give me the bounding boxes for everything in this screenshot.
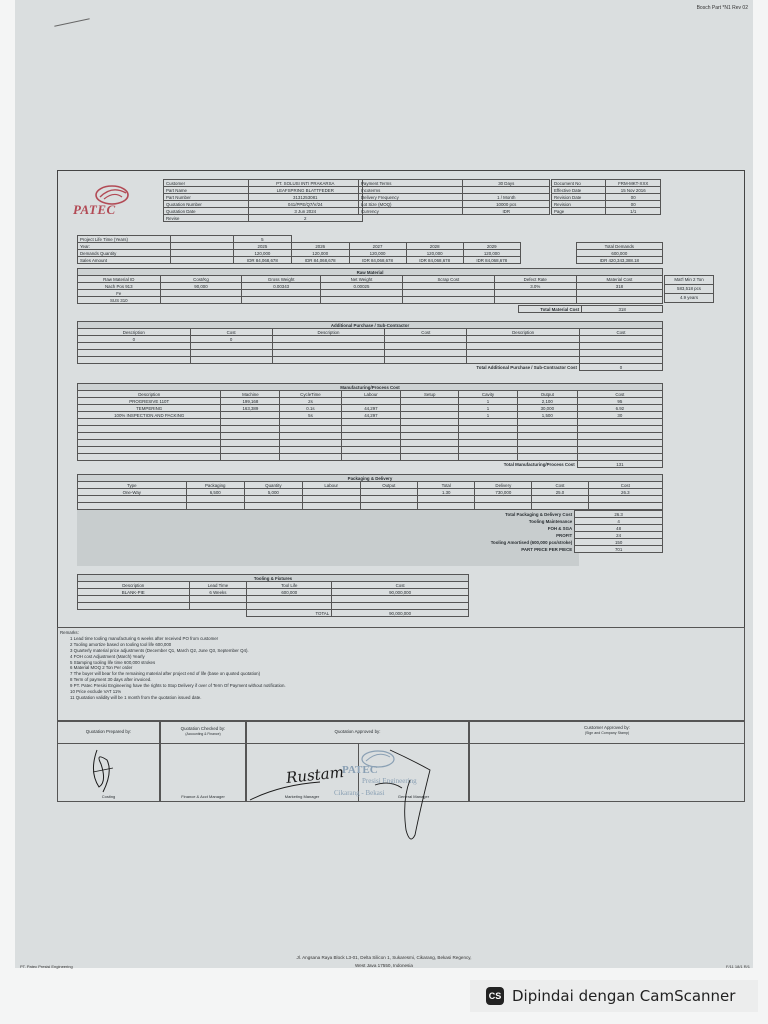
header-row (359, 194, 550, 201)
summary-row (77, 511, 663, 518)
demand-cell: 120,000 (463, 250, 520, 257)
manufacturing-cell (401, 398, 459, 405)
manufacturing-cell: 5s (280, 412, 341, 419)
col-header: CycleTime (280, 391, 341, 398)
col-header: Cost (579, 329, 662, 336)
header-row (552, 208, 661, 215)
tooling-cell: 6 Weeks (189, 589, 247, 596)
header-label: Customer (164, 180, 249, 187)
remark-item: 11 Quotation validity will be 1 month from the quotation issued date. (70, 694, 202, 700)
year-cell: 2029 (463, 243, 520, 250)
remark-item: 10 Price exclude VAT 11% (70, 689, 122, 695)
manufacturing-cell: 1 (459, 405, 518, 412)
summary-row (77, 525, 663, 532)
summary-label: FOH & SGA (547, 525, 573, 531)
col-header: Output (360, 482, 418, 489)
manufacturing-cell: 1,500 (517, 412, 577, 419)
col-header: Cost (577, 391, 662, 398)
summary-spacer (77, 525, 455, 532)
header-value: 10000 pcs (463, 201, 550, 208)
side-note: 4.9 years (664, 294, 714, 303)
tooling-title: Tooling & Fixtures (78, 575, 469, 582)
total-sales-value: IDR 420,343,388.18 (576, 257, 662, 264)
raw-material-title: Raw Material (78, 269, 663, 276)
packaging-cell: 1.30 (418, 489, 475, 496)
demand-label: Demands Quantity (78, 250, 171, 257)
header-value: LEAFSPRING BLATTFEDER (248, 187, 362, 194)
raw-material-cell: 318 (576, 283, 662, 290)
summary-row (77, 532, 663, 539)
total-material-value: 318 (582, 306, 663, 313)
raw-material-cell: Fe (78, 290, 161, 297)
stamp-sub2: Cikarang - Bekasi (334, 789, 385, 797)
col-header: Delivery (475, 482, 532, 489)
tooling-total-value: 90,000,000 (332, 610, 469, 617)
header-label: Quotation Date (164, 208, 249, 215)
header-value: 1/1 (606, 208, 661, 215)
remark-item: 3 Quarterly material price adjustments (December Q1, March Q2, June Q3, September Q4). (70, 647, 249, 653)
header-row (164, 208, 363, 215)
sales-cell: IDR 84,068,678 (463, 257, 520, 264)
header-customer-table (163, 179, 363, 222)
manufacturing-cell: 100% INSPECTION AND PACKING (78, 412, 221, 419)
header-label: Revision Date (552, 194, 606, 201)
remark-item: 5 Stamping tooling life time 600,000 strokes (70, 659, 156, 665)
header-document-table (551, 179, 661, 215)
remark-item: 9 PT. Patec Presisi Engineering have the rights to Stop Delivery if over of Term Of Payment without notification. (70, 683, 286, 689)
header-label: Currency (359, 208, 463, 215)
summary-spacer (77, 518, 455, 525)
header-label: Delivery Frequency (359, 194, 463, 201)
total-demand-value: 600,000 (576, 250, 662, 257)
col-header: Cost (532, 482, 588, 489)
total-material-label: Total Material Cost (519, 306, 582, 313)
raw-material-cell: 0.00025 (320, 283, 402, 290)
col-header: Lead Time (189, 582, 247, 589)
manufacturing-cell: 163,389 (221, 405, 280, 412)
col-header: Packaging (186, 482, 244, 489)
manufacturing-cell: 44,297 (341, 405, 401, 412)
remark-item: 2 Tooling amortize based on tooling tool life 600,000 (70, 641, 172, 647)
tooling-table (77, 574, 469, 617)
header-row (164, 180, 363, 187)
summary-value: 4 (575, 518, 663, 525)
summary-value: 150 (575, 539, 663, 546)
col-header: Material Cost (576, 276, 662, 283)
raw-material-cell (494, 297, 576, 304)
raw-material-cell (576, 290, 662, 297)
remark-item: 6 Material MOQ 2 Ton Per order (70, 665, 133, 671)
header-value: 00 (606, 201, 661, 208)
demand-cell: 120,000 (406, 250, 463, 257)
header-row (552, 194, 661, 201)
summary-label: PROFIT (556, 532, 573, 538)
col-header: Net Weight (320, 276, 402, 283)
stamp-title: PATEC (342, 764, 378, 776)
signature-prepared-icon (85, 742, 125, 802)
header-row (552, 180, 661, 187)
year-label: Year: (78, 243, 171, 250)
manufacturing-cell: 199,168 (221, 398, 280, 405)
summary-spacer (77, 532, 455, 539)
stamp-sub: Presisi Engineering (362, 777, 417, 785)
raw-material-cell: 90,000 (160, 283, 242, 290)
col-header: Description (467, 329, 580, 336)
project-demand-table (77, 235, 663, 264)
col-header: Cost (588, 482, 662, 489)
raw-material-row (78, 283, 663, 290)
col-header: Tool Life (247, 582, 332, 589)
col-header: Description (78, 329, 191, 336)
camscanner-text: Dipindai dengan CamScanner (512, 987, 736, 1005)
header-value: 3 Jun 2024 (248, 208, 362, 215)
header-row (164, 215, 363, 222)
header-label: Effective Date (552, 187, 606, 194)
header-label: Lot Size (MOQ) (359, 201, 463, 208)
header-value: 3131253081 (248, 194, 362, 201)
additional-total-value: 0 (579, 364, 662, 371)
raw-material-total-table (77, 305, 663, 313)
role-label: Marketing Manager (284, 794, 320, 799)
header-value: FRM-MKT-XXX (606, 180, 661, 187)
header-value: PT. SOLUSI INTI PRAKARSA (248, 180, 362, 187)
demand-cell: 120,000 (291, 250, 349, 257)
raw-material-cell (403, 297, 495, 304)
manufacturing-cell: PROGRESIVE 110T (78, 398, 221, 405)
summary-spacer (77, 546, 455, 553)
demand-cell: 120,000 (349, 250, 406, 257)
sales-cell: IDR 84,068,678 (406, 257, 463, 264)
header-value: 2 (248, 215, 362, 222)
col-header: Cavity (459, 391, 518, 398)
col-header: Machine (221, 391, 280, 398)
year-cell: 2027 (349, 243, 406, 250)
company-address (0, 954, 768, 970)
header-label: Payment Terms (359, 180, 463, 187)
additional-total-label: Total Additional Purchase / Sub-Contractor Cost (78, 364, 580, 371)
col-header: Description (78, 391, 221, 398)
raw-material-cell: 0.00343 (242, 283, 321, 290)
year-cell: 2028 (406, 243, 463, 250)
prepared-label: Quotation Prepared by: (85, 729, 132, 734)
packaging-cell: 5,000 (244, 489, 302, 496)
sales-cell: IDR 84,068,678 (349, 257, 406, 264)
header-row (359, 201, 550, 208)
header-label: Part Number (164, 194, 249, 201)
raw-material-cell (494, 290, 576, 297)
manufacturing-row (78, 405, 663, 412)
summary-spacer (77, 511, 455, 518)
header-label: Quotation Number (164, 201, 249, 208)
col-header: Total (418, 482, 475, 489)
raw-material-row (78, 290, 663, 297)
summary-row (77, 539, 663, 546)
manufacturing-cell: 1 (459, 398, 518, 405)
header-label: Revision (552, 201, 606, 208)
packaging-cell: 730,000 (475, 489, 532, 496)
packaging-cell: 6,500 (186, 489, 244, 496)
signature-manager-icon (240, 740, 440, 845)
header-row (359, 187, 550, 194)
manufacturing-table (77, 383, 663, 468)
header-label: Revise (164, 215, 249, 222)
material-side-notes (664, 275, 714, 303)
sales-label: Sales Amount (78, 257, 171, 264)
raw-material-cell (160, 297, 242, 304)
remark-item: 8 Term of payment 30 days after invoiced. (70, 677, 152, 683)
summary-label: Tooling Maintenance (528, 518, 573, 524)
raw-material-cell (320, 297, 402, 304)
col-header: Setup (401, 391, 459, 398)
additional-purchase-table (77, 321, 663, 371)
manufacturing-cell: 44,297 (341, 412, 401, 419)
packaging-table (77, 474, 663, 510)
col-header: Output (517, 391, 577, 398)
project-life-label: Project Life Time (Years) (78, 236, 171, 243)
manufacturing-cell (401, 405, 459, 412)
header-value: 30 Days (463, 180, 550, 187)
project-life-value: 5 (233, 236, 291, 243)
address-line: West Java 17550, Indonesia (355, 963, 413, 968)
manufacturing-row (78, 398, 663, 405)
raw-material-cell (242, 290, 321, 297)
additional-title: Additional Purchase / Sub-Contractor (78, 322, 663, 329)
packaging-cell (302, 489, 360, 496)
manufacturing-cell (341, 398, 401, 405)
manufacturing-cell (221, 412, 280, 419)
document-reference: Bosch Part *N1 Rev 02 (696, 5, 748, 11)
role-label: General Manager (397, 794, 430, 799)
role-label: Finance & Acct Manager (181, 794, 225, 799)
additional-cell: 0 (78, 336, 191, 343)
checked-sub-label: (Accounting & Finance) (185, 732, 221, 736)
summary-value: 26.3 (575, 511, 663, 518)
manufacturing-cell: 1 (459, 412, 518, 419)
header-value: IDR (463, 208, 550, 215)
additional-cell: 0 (190, 336, 272, 343)
customer-label: Customer Approved by: (584, 725, 630, 730)
col-header: Cost/Kg (160, 276, 242, 283)
demand-cell: 120,000 (233, 250, 291, 257)
signature-marketing: Rustam (285, 763, 345, 787)
sales-cell: IDR 84,068,678 (233, 257, 291, 264)
header-row (552, 201, 661, 208)
raw-material-row (78, 297, 663, 304)
manufacturing-total-label: Total Manufacturing/Process Cost (78, 461, 578, 468)
remarks-title: Remarks: (60, 630, 79, 635)
col-header: Description (272, 329, 385, 336)
footer-code: F/11 18/1 R/1 (726, 964, 750, 969)
header-row (359, 208, 550, 215)
manufacturing-cell (401, 412, 459, 419)
summary-value: 48 (575, 525, 663, 532)
summary-label: PART PRICE PER PIECE (521, 546, 573, 552)
address-line: Jl. Angsana Raya Block L3-01, Delta Silicon 1, Sukaresmi, Cikarang, Bekasi Regency, (296, 955, 472, 960)
header-value: 041/PPE/Q7/V/24 (248, 201, 362, 208)
raw-material-cell (160, 290, 242, 297)
header-value: 15 Nov 2016 (606, 187, 661, 194)
remark-item: 4 FOH cost Adjustment (March) Yearly (70, 653, 145, 659)
summary-label: Total Packaging & Delivery Cost (505, 511, 573, 517)
remark-item: 7 The buyer will bear for the remaining material after project end of life (base on quoted quotation) (70, 671, 261, 677)
summary-value: 701 (575, 546, 663, 553)
summary-row (77, 518, 663, 525)
header-label: Part Name (164, 187, 249, 194)
col-header: Raw Material ID (78, 276, 161, 283)
header-label: Incoterms (359, 187, 463, 194)
customer-sub-label: (Sign and Company Stamp) (584, 731, 630, 735)
tooling-cell: BLANK-PIE (78, 589, 190, 596)
col-header: Labour (302, 482, 360, 489)
remark-item: 1 Lead time tooling manufacturing 6 weeks after received PO from customer (70, 635, 219, 641)
col-header: Gross Weight (242, 276, 321, 283)
manufacturing-cell: TEMPERING (78, 405, 221, 412)
manufacturing-cell: 2,100 (517, 398, 577, 405)
approved-label: Quotation Approved by: (334, 729, 381, 734)
summary-row (77, 546, 663, 553)
header-row (552, 187, 661, 194)
sales-cell: IDR 84,068,678 (291, 257, 349, 264)
raw-material-cell (403, 283, 495, 290)
manufacturing-cell: 6.92 (577, 405, 662, 412)
packaging-title: Packaging & Delivery (78, 475, 663, 482)
raw-material-cell: Nach Pos 913 (78, 283, 161, 290)
total-demands-label: Total Demands (576, 243, 662, 250)
packaging-cell (360, 489, 418, 496)
camscanner-watermark (470, 980, 758, 1012)
manufacturing-cell: 0.1s (280, 405, 341, 412)
checked-label: Quotation Checked by: (180, 726, 226, 731)
summary-spacer (77, 539, 455, 546)
header-label: Document No (552, 180, 606, 187)
tooling-cell: 90,000,000 (332, 589, 469, 596)
raw-material-cell (576, 297, 662, 304)
company-logo-text: PATEC (73, 202, 116, 217)
manufacturing-row (78, 412, 663, 419)
manufacturing-title: Manufacturing/Process Cost (78, 384, 663, 391)
packaging-cell: One-Way (78, 489, 187, 496)
manufacturing-total-value: 131 (577, 461, 662, 468)
header-row (164, 187, 363, 194)
packaging-cell: 26.3 (588, 489, 662, 496)
year-cell: 2026 (291, 243, 349, 250)
col-header: Quantity (244, 482, 302, 489)
summary-label: Tooling Amortised (600,000 pcs/stroke) (490, 539, 573, 545)
header-row (164, 194, 363, 201)
raw-material-cell: 3.0% (494, 283, 576, 290)
header-label: Page (552, 208, 606, 215)
header-row (164, 201, 363, 208)
col-header: Cost (332, 582, 469, 589)
col-header: Cost (385, 329, 467, 336)
manufacturing-cell: 95 (577, 398, 662, 405)
footer-company: PT. Patec Presisi Engineering (20, 964, 73, 969)
raw-material-cell (403, 290, 495, 297)
header-value: 00 (606, 194, 661, 201)
camscanner-logo-icon: CS (486, 987, 504, 1005)
side-note: Mat'l Min 2 Ton (664, 275, 714, 285)
col-header: Cost (190, 329, 272, 336)
manufacturing-cell: 30 (577, 412, 662, 419)
year-cell: 2025 (233, 243, 291, 250)
header-value: 1 / Month (463, 194, 550, 201)
summary-value: 24 (575, 532, 663, 539)
remarks (60, 630, 286, 701)
role-label: Costing (101, 794, 116, 799)
summary-table (77, 510, 663, 553)
header-terms-table (358, 179, 550, 215)
manufacturing-cell: 30,000 (517, 405, 577, 412)
raw-material-cell (320, 290, 402, 297)
col-header: Labour (341, 391, 401, 398)
side-note: 583,518 pcs (664, 285, 714, 294)
col-header: Scrap Cost (403, 276, 495, 283)
raw-material-table (77, 268, 663, 304)
col-header: Description (78, 582, 190, 589)
packaging-cell: 25.0 (532, 489, 588, 496)
tooling-total-label: TOTAL (247, 610, 332, 617)
manufacturing-cell: 2s (280, 398, 341, 405)
header-row (359, 180, 550, 187)
tooling-cell: 600,000 (247, 589, 332, 596)
raw-material-cell (242, 297, 321, 304)
header-value (463, 187, 550, 194)
raw-material-cell: SUS 310 (78, 297, 161, 304)
col-header: Type (78, 482, 187, 489)
col-header: Defect Rate (494, 276, 576, 283)
